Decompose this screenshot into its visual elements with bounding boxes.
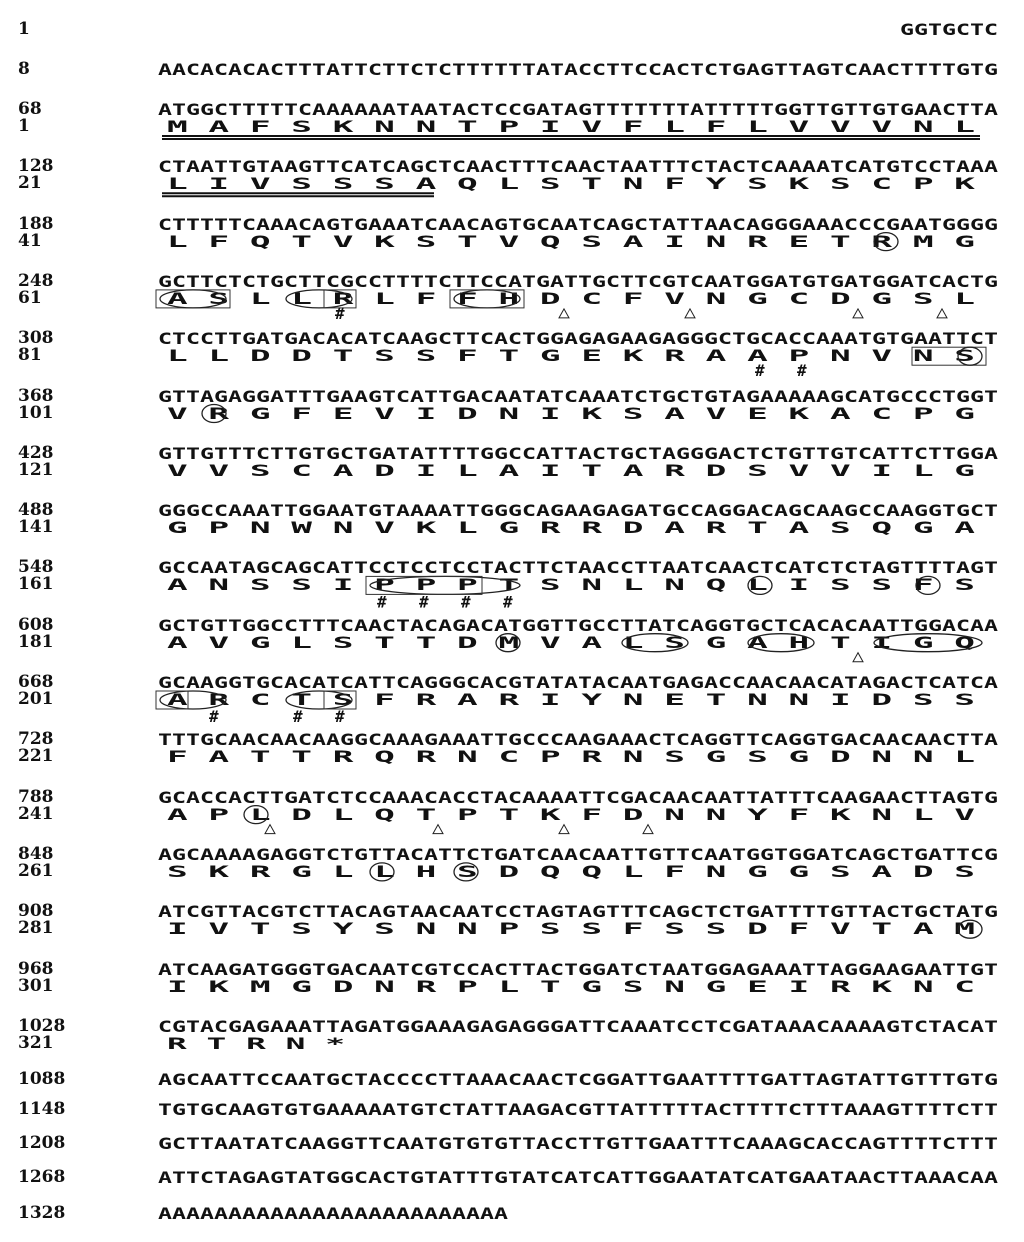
nucleotide-sequence-line: TTTGCAACAACAAGGCAAAGAAATTGCCCAAGAAACTCAGGTTCAGGTGACAACAACTTA [158, 730, 998, 750]
glycosylation-hash-marker: # [419, 592, 429, 612]
amino-acid-sequence-line: L F Q T V K S T V Q S A I N R E T R M G [167, 231, 975, 251]
nucleotide-sequence-line: GTTGTTTCTTGTGCTGATATTTTGGCCATTACTGCTAGGGACTCTGTTGTCATTCTTGGA [158, 443, 998, 463]
nucleotide-sequence-line: CTTTTTCAAACAGTGAAATCAACAGTGCAATCAGCTATTAACAGGGAAACCCGAATGGGG [158, 214, 998, 234]
nucleotide-position-number: 1088 [18, 1069, 66, 1089]
nucleotide-position-number: 728 [18, 729, 54, 750]
nucleotide-position-number: 8 [18, 59, 30, 79]
nucleotide-position-number: 548 [18, 557, 54, 578]
nucleotide-sequence-line: ATTCTAGAGTATGGCACTGTATTTGTATCATCATTGGAATATCATGAATAACTTAAACAA [158, 1168, 998, 1187]
nucleotide-position-number: 1208 [18, 1133, 66, 1153]
nucleotide-position-number: 1 [18, 19, 30, 39]
amino-acid-sequence-line: L L D D T S S F T G E K R A A P N V N S [167, 346, 975, 366]
glycosylation-hash-marker: # [335, 303, 345, 323]
glycosylation-hash-marker: # [377, 592, 387, 612]
nucleotide-position-number: 908 [18, 901, 54, 922]
nucleotide-position-number: 308 [18, 328, 54, 349]
amino-acid-sequence-line: A N S S I P P P T S N L N Q L I S S F S [167, 575, 975, 595]
nucleotide-sequence-line: CTAATTGTAAGTTCATCAGCTCAACTTTCAACTAATTTCTACTCAAAATCATGTCCTAAA [158, 157, 998, 177]
amino-acid-sequence-line: L I V S S S A Q L S T N F Y S K S C P K [167, 174, 975, 194]
nucleotide-sequence-line: ATGGCTTTTTCAAAAAATAATACTCCGATAGTTTTTTTATTTTTGGTTGTTGTGAACTTA [158, 100, 998, 119]
amino-acid-position-number: 101 [18, 402, 54, 423]
nucleotide-sequence-line: GCTTAATATCAAGGTTCAATGTGTGTTACCTTGTTGAATTTCAAAGCACCAGTTTTCTTT [158, 1134, 998, 1153]
glycosylation-hash-marker: # [755, 361, 765, 381]
amino-acid-position-number: 181 [18, 631, 54, 652]
amino-acid-position-number: 321 [18, 1032, 54, 1053]
nucleotide-sequence-line: AGCAAAAGAGGTCTGTTACATTCTGATCAACAATTGTTCAATGGTGGATCAGCTGATTCG [158, 844, 998, 864]
amino-acid-sequence-line: M A F S K N N T P I V F L F L V V V N L [167, 117, 975, 136]
nucleotide-sequence-line: GGGCCAAATTGGAATGTAAAATTGGGCAGAAGAGATGCCAGGACAGCAAGCCAAGGTGCT [158, 501, 998, 521]
nucleotide-position-number: 128 [18, 156, 54, 177]
nucleotide-position-number: 1268 [18, 1167, 66, 1187]
nucleotide-position-number: 1148 [18, 1099, 66, 1119]
amino-acid-sequence-line: V R G F E V I D N I K S A V E K A C P G [167, 403, 975, 423]
amino-acid-sequence-line: F A T T R Q R N C P R N S G S G D N N L [167, 747, 975, 767]
nucleotide-sequence-line: AAAAAAAAAAAAAAAAAAAAAAAAA [158, 1204, 508, 1223]
nucleotide-sequence-line: GTTAGAGGATTTGAAGTCATTGACAATATCAAATCTGCTGTAGAAAAAGCATGCCCTGGT [158, 386, 998, 406]
glycosylation-hash-marker: # [461, 592, 471, 612]
amino-acid-sequence-line: A V G L S T T D M V A L S G A H T I G Q [167, 632, 975, 652]
amino-acid-position-number: 141 [18, 517, 54, 538]
amino-acid-position-number: 1 [18, 116, 30, 136]
amino-acid-sequence-line: A S L L R L F F H D C F V N G C D G S L [167, 288, 975, 308]
amino-acid-sequence-line: R T R N * [167, 1033, 345, 1053]
amino-acid-position-number: 41 [18, 230, 42, 251]
nucleotide-position-number: 368 [18, 385, 54, 406]
nucleotide-position-number: 488 [18, 500, 54, 521]
nucleotide-position-number: 668 [18, 672, 54, 692]
nucleotide-sequence-line: GCAAGGTGCACATCATTCAGGGCACGTATATACAATGAGACCAACAACATAGACTCATCA [158, 673, 998, 692]
amino-acid-position-number: 81 [18, 345, 42, 366]
nucleotide-sequence-line: GCACCACTTGATCTCCAAACACCTACAAAATTCGACAACAATTATTTCAAGAACTTAGTG [158, 787, 998, 807]
amino-acid-sequence-line: A R C T S F R A R I Y N E T N N I D S S [167, 690, 975, 709]
nucleotide-position-number: 608 [18, 614, 54, 635]
amino-acid-position-number: 241 [18, 803, 54, 824]
amino-acid-position-number: 281 [18, 918, 54, 939]
amino-acid-position-number: 61 [18, 287, 42, 308]
nucleotide-sequence-line: TGTGCAAGTGTGAAAAATGTCTATTAAGACGTTATTTTTACTTTTCTTTAAAGTTTTCTT [158, 1100, 998, 1119]
amino-acid-sequence-line: A P L D L Q T P T K F D N N Y F K N L V [167, 804, 975, 824]
nucleotide-position-number: 248 [18, 270, 54, 291]
nucleotide-sequence-line: GCCAATAGCAGCATTCCTCCTCCTACTTCTAACCTTAATCAACTCATCTCTAGTTTTAGT [158, 558, 998, 578]
nucleotide-position-number: 1328 [18, 1203, 66, 1223]
nucleotide-position-number: 848 [18, 843, 54, 864]
nucleotide-sequence-line: CTCCTTGATGACACATCAAGCTTCACTGGAGAGAAGAGGGCTGCACCAAATGTGAATTCT [158, 329, 998, 349]
nucleotide-sequence-line: ATCAAGATGGGTGACAATCGTCCACTTACTGGATCTAATGGAGAAATTAGGAAGAATTGT [158, 959, 998, 979]
amino-acid-sequence-line: I K M G D N R P L T G S N G E I R K N C [167, 976, 975, 996]
amino-acid-sequence-line: V V S C A D I L A I T A R D S V V I L G [167, 460, 975, 480]
nucleotide-sequence-line: CGTACGAGAAATTAGATGGAAAGAGAGGGATTCAAATCCTCGATAAACAAAAGTCTACAT [158, 1016, 998, 1036]
glycosylation-hash-marker: # [335, 707, 345, 726]
nucleotide-sequence-line: ATCGTTACGTCTTACAGTAACAATCCTAGTAGTTTCAGCTCTGATTTTGTTACTGCTATG [158, 902, 998, 922]
amino-acid-position-number: 301 [18, 975, 54, 996]
nucleotide-sequence-line: GCTGTTGGCCTTTCAACTACAGACATGGTTGCCTTATCAGGTGCTCACACAATTGGACAA [158, 615, 998, 635]
amino-acid-position-number: 121 [18, 459, 54, 480]
glycosylation-hash-marker: # [293, 707, 303, 726]
nucleotide-position-number: 968 [18, 958, 54, 979]
glycosylation-hash-marker: # [503, 592, 513, 612]
nucleotide-position-number: 428 [18, 442, 54, 463]
nucleotide-sequence-line: AACACACACTTTATTCTTCTCTTTTTTATACCTTCCACTCTGAGTTAGTCAACTTTTGTG [158, 60, 998, 79]
glycosylation-hash-marker: # [797, 361, 807, 381]
amino-acid-position-number: 261 [18, 860, 54, 881]
nucleotide-sequence-line: GGTGCTC [900, 20, 998, 39]
nucleotide-sequence-line: GCTTCTCTGCTTCGCCTTTTCTTCCATGATTGCTTCGTCAATGGATGTGATGGATCACTG [158, 271, 998, 291]
nucleotide-position-number: 788 [18, 786, 54, 807]
amino-acid-sequence-line: S K R G L L H S D Q Q L F N G G S A D S [167, 861, 975, 881]
amino-acid-position-number: 201 [18, 689, 54, 709]
nucleotide-position-number: 68 [18, 99, 42, 119]
amino-acid-position-number: 221 [18, 746, 54, 767]
amino-acid-position-number: 161 [18, 574, 54, 595]
amino-acid-position-number: 21 [18, 173, 42, 194]
nucleotide-sequence-line: AGCAATTCCAATGCTACCCCTTAAACAACTCGGATTGAATTTTGATTAGTATTGTTTGTG [158, 1070, 998, 1089]
nucleotide-position-number: 188 [18, 213, 54, 234]
nucleotide-position-number: 1028 [18, 1015, 66, 1036]
glycosylation-hash-marker: # [209, 707, 219, 726]
amino-acid-sequence-line: G P N W N V K L G R R D A R T A S Q G A [167, 518, 975, 538]
amino-acid-sequence-line: I V T S Y S N N P S S F S S D F V T A M [167, 919, 975, 939]
